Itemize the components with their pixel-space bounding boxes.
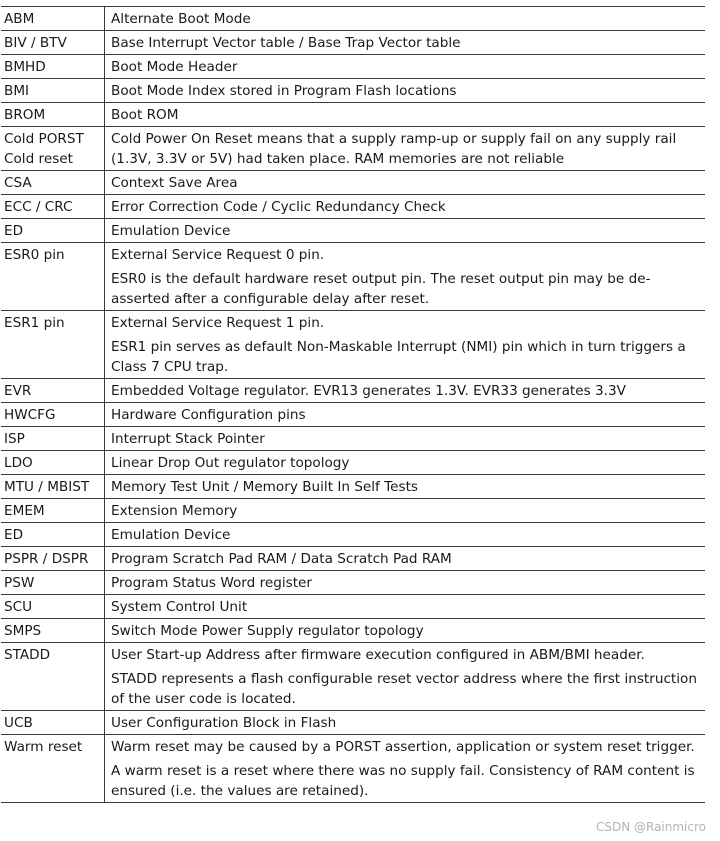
term-cell — [1, 571, 105, 595]
table-row — [1, 475, 705, 499]
term-cell — [1, 219, 105, 243]
table-row — [1, 379, 705, 403]
term-cell — [1, 195, 105, 219]
term-text: Warm reset — [4, 739, 83, 755]
term-cell — [1, 735, 105, 803]
description-cell — [105, 55, 706, 79]
term-cell — [1, 31, 105, 55]
description-cell — [105, 127, 706, 171]
table-row — [1, 243, 705, 311]
term-text: LDO — [4, 455, 33, 471]
term-text: ESR1 pin — [4, 315, 65, 331]
description-text: STADD represents a flash configurable reset vector address where the first instruction of the user code is located. — [111, 671, 697, 707]
description-text: ESR1 pin serves as default Non-Maskable Interrupt (NMI) pin which in turn triggers a Class 7 CPU trap. — [111, 339, 686, 375]
description-text: Extension Memory — [111, 503, 238, 519]
table-row — [1, 219, 705, 243]
description-text: Program Status Word register — [111, 575, 312, 591]
term-cell — [1, 243, 105, 311]
table-row — [1, 127, 705, 171]
description-text: External Service Request 1 pin. — [111, 315, 325, 331]
term-text: ECC / CRC — [4, 199, 73, 215]
table-row — [1, 523, 705, 547]
description-cell — [105, 571, 706, 595]
description-text: Switch Mode Power Supply regulator topology — [111, 623, 424, 639]
term-text: ISP — [4, 431, 25, 447]
description-text: Boot Mode Index stored in Program Flash locations — [111, 83, 457, 99]
description-text: Warm reset may be caused by a PORST assertion, application or system reset trigger. — [111, 739, 695, 755]
term-text: SCU — [4, 599, 33, 615]
term-cell — [1, 475, 105, 499]
table-row — [1, 7, 705, 31]
term-text: ABM — [4, 11, 35, 27]
description-cell — [105, 103, 706, 127]
description-cell — [105, 403, 706, 427]
term-cell — [1, 7, 105, 31]
term-text: BIV / BTV — [4, 35, 67, 51]
term-text: ED — [4, 223, 24, 239]
table-row — [1, 735, 705, 803]
description-text: Hardware Configuration pins — [111, 407, 306, 423]
term-cell — [1, 427, 105, 451]
term-text: MTU / MBIST — [4, 479, 90, 495]
table-row — [1, 195, 705, 219]
description-cell — [105, 595, 706, 619]
table-row — [1, 619, 705, 643]
term-text: EVR — [4, 383, 32, 399]
description-text: External Service Request 0 pin. — [111, 247, 325, 263]
description-text: Cold Power On Reset means that a supply ramp-up or supply fail on any supply rail (1.3V, 3.3V or 5V) had taken place. RAM memories are not reliable — [111, 131, 677, 167]
table-row — [1, 547, 705, 571]
description-cell — [105, 311, 706, 379]
description-text: User Start-up Address after firmware execution configured in ABM/BMI header. — [111, 647, 645, 663]
term-text: BMHD — [4, 59, 46, 75]
term-cell — [1, 595, 105, 619]
description-cell — [105, 711, 706, 735]
description-cell — [105, 451, 706, 475]
description-text: Interrupt Stack Pointer — [111, 431, 265, 447]
table-row — [1, 311, 705, 379]
term-text: PSW — [4, 575, 35, 591]
term-text: EMEM — [4, 503, 45, 519]
term-text: PSPR / DSPR — [4, 551, 89, 567]
table-row — [1, 643, 705, 711]
table-row — [1, 571, 705, 595]
description-cell — [105, 735, 706, 803]
description-text: Linear Drop Out regulator topology — [111, 455, 350, 471]
watermark: CSDN @Rainmicro — [595, 820, 706, 834]
description-cell — [105, 427, 706, 451]
table-row — [1, 171, 705, 195]
term-text: BMI — [4, 83, 30, 99]
term-cell — [1, 523, 105, 547]
description-cell — [105, 219, 706, 243]
term-text: ED — [4, 527, 24, 543]
description-text: Base Interrupt Vector table / Base Trap Vector table — [111, 35, 461, 51]
description-text: Boot Mode Header — [111, 59, 238, 75]
term-cell — [1, 379, 105, 403]
description-text: Program Scratch Pad RAM / Data Scratch Pad RAM — [111, 551, 452, 567]
table-row — [1, 55, 705, 79]
term-text: ESR0 pin — [4, 247, 65, 263]
description-text: System Control Unit — [111, 599, 248, 615]
term-cell — [1, 499, 105, 523]
description-cell — [105, 643, 706, 711]
description-cell — [105, 619, 706, 643]
term-text: BROM — [4, 107, 46, 123]
term-cell — [1, 55, 105, 79]
description-text: Emulation Device — [111, 223, 231, 239]
description-cell — [105, 547, 706, 571]
description-cell — [105, 499, 706, 523]
term-text: CSA — [4, 175, 32, 191]
table-row — [1, 31, 705, 55]
description-cell — [105, 379, 706, 403]
table-row — [1, 711, 705, 735]
glossary-table — [1, 6, 705, 803]
description-text: Embedded Voltage regulator. EVR13 generates 1.3V. EVR33 generates 3.3V — [111, 383, 626, 399]
description-text: ESR0 is the default hardware reset output pin. The reset output pin may be de-asserted after a configurable delay after reset. — [111, 271, 651, 307]
table-row — [1, 451, 705, 475]
description-text: Error Correction Code / Cyclic Redundancy Check — [111, 199, 446, 215]
term-text: Cold reset — [4, 151, 73, 167]
table-row — [1, 595, 705, 619]
table-row — [1, 79, 705, 103]
description-text: Boot ROM — [111, 107, 179, 123]
term-cell — [1, 643, 105, 711]
description-text: User Configuration Block in Flash — [111, 715, 337, 731]
description-text: Emulation Device — [111, 527, 231, 543]
description-text: Memory Test Unit / Memory Built In Self Tests — [111, 479, 419, 495]
description-cell — [105, 171, 706, 195]
term-cell — [1, 619, 105, 643]
description-cell — [105, 243, 706, 311]
table-row — [1, 427, 705, 451]
term-cell — [1, 711, 105, 735]
description-cell — [105, 31, 706, 55]
table-row — [1, 403, 705, 427]
term-cell — [1, 547, 105, 571]
term-cell — [1, 171, 105, 195]
description-text: A warm reset is a reset where there was no supply fail. Consistency of RAM content is ensured (i.e. the values are retained). — [111, 763, 695, 799]
term-cell — [1, 103, 105, 127]
description-cell — [105, 195, 706, 219]
term-text: Cold PORST — [4, 131, 84, 147]
description-text: Context Save Area — [111, 175, 238, 191]
glossary-rows — [1, 7, 705, 803]
description-cell — [105, 523, 706, 547]
term-cell — [1, 451, 105, 475]
description-cell — [105, 475, 706, 499]
term-text: UCB — [4, 715, 33, 731]
term-cell — [1, 79, 105, 103]
term-text: HWCFG — [4, 407, 56, 423]
description-cell — [105, 7, 706, 31]
term-text: STADD — [4, 647, 51, 663]
term-cell — [1, 311, 105, 379]
description-cell — [105, 79, 706, 103]
term-cell — [1, 403, 105, 427]
table-row — [1, 103, 705, 127]
term-text: SMPS — [4, 623, 42, 639]
term-cell — [1, 127, 105, 171]
description-text: Alternate Boot Mode — [111, 11, 251, 27]
table-row — [1, 499, 705, 523]
